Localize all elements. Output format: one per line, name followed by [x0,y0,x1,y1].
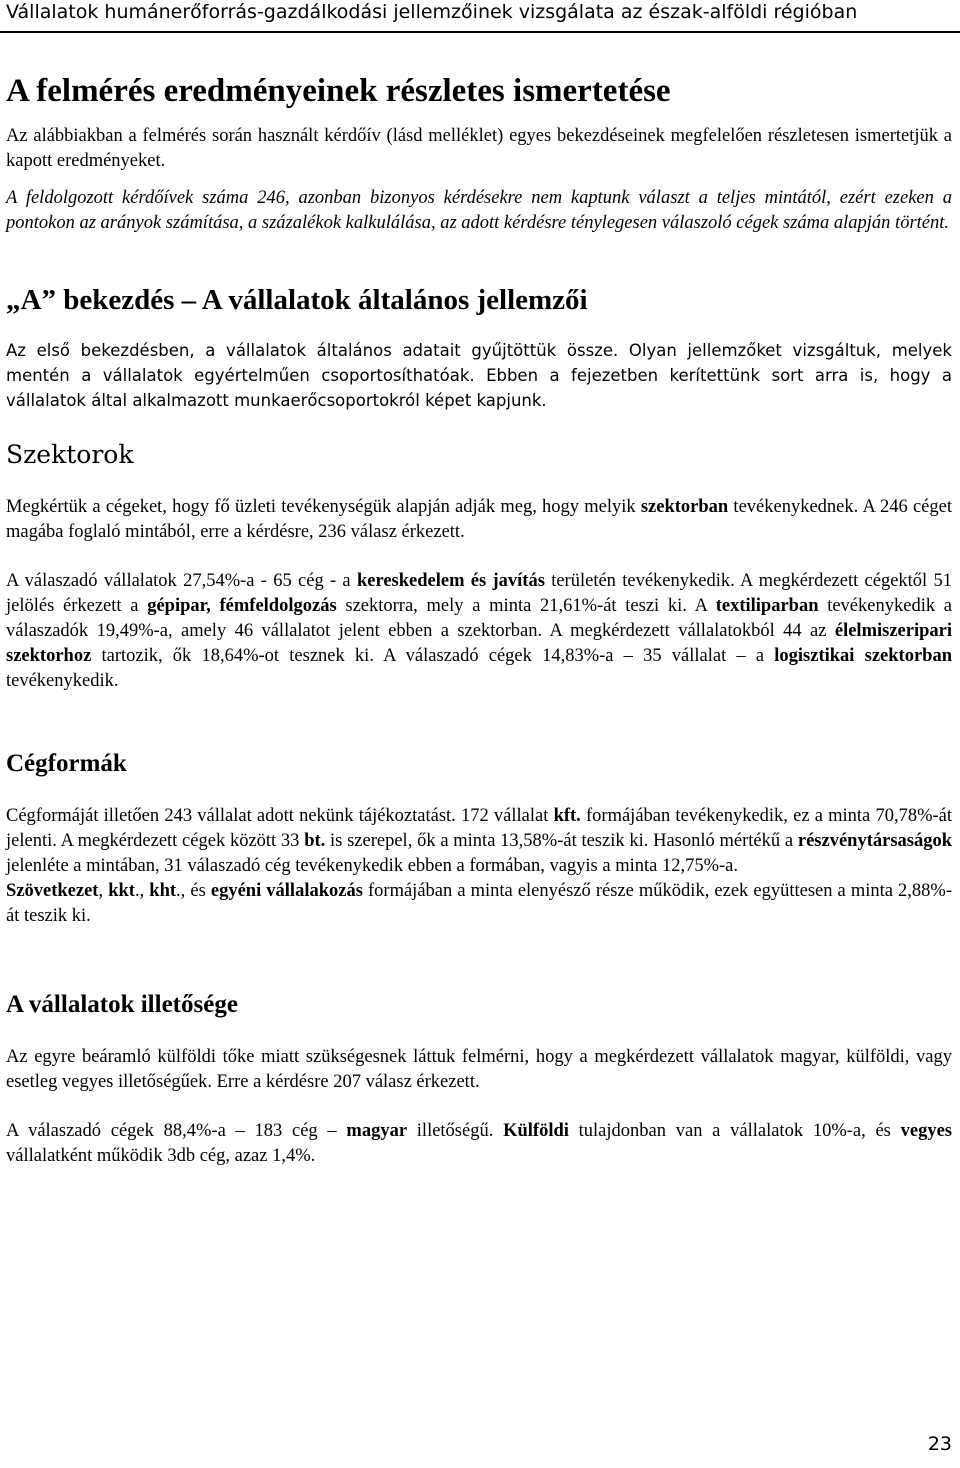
page-title: A felmérés eredményeinek részletes ismertetése [6,73,671,109]
text-run: tartozik, ők 18,64%-ot tesznek ki. A válaszadó cégek 14,83%-a – 35 vállalat – a [91,646,775,666]
text-run: illetőségű. [407,1121,504,1141]
text-run: Cégformáját illetően 243 vállalat adott nekünk tájékoztatást. 172 vállalat [6,806,554,826]
section-a-paragraph: Az első bekezdésben, a vállalatok általános adatait gyűjtöttük össze. Olyan jellemzőket vizsgáltuk, melyek mentén a vállalatok egyértelműen csoportosíthatóak. Ebben a fejezetben kerítettünk sort arra is, hogy a vállalatok által alkalmazott munkaerőcsoportokról képet kapjunk. [6,341,952,410]
page-number: 23 [927,1433,952,1455]
section-a-heading: „A” bekezdés – A vállalatok általános jellemzői [6,284,588,316]
text-run: vállalatként működik 3db cég, azaz 1,4%. [6,1146,316,1166]
header-rule [0,31,960,33]
text-run: tulajdonban van a vállalatok 10%-a, és [568,1121,901,1141]
text-run: formájában tevékenykedik, ez a minta 70,78%-át jelenti. A megkérdezett cégek között 33 [6,806,952,851]
text-run: tevékenykednek. A 246 céget magába foglaló mintából, erre a kérdésre, 236 válasz érkezett. [6,497,952,542]
cegformak-paragraph-1 [6,804,952,879]
text-run-bold: egyéni vállalakozás [210,881,363,901]
text-run-bold: bt. [304,831,326,851]
page-content [6,70,952,1169]
text-run: szektorra, mely a minta 21,61%-át teszi ki. A [336,596,716,616]
szektorok-paragraph-1 [6,495,952,545]
text-run: területén tevékenykedik. A megkérdezett cégektől 51 jelölés érkezett a [6,571,952,616]
text-run-bold: kkt [108,881,135,901]
text-run-bold: Szövetkezet [6,881,99,901]
text-run-bold: magyar [346,1121,408,1141]
text-run: tevékenykedik a válaszadók 19,49%-a, amely 46 vállalatot jelent ebben a szektorban. A megkérdezett vállalatokból 44 az [6,596,953,641]
text-run: tevékenykedik. [6,671,119,691]
text-run-bold: kht [149,881,177,901]
text-run: is szerepel, ők a minta 13,58%-át teszik ki. Hasonló mértékű a [325,831,798,851]
szektorok-paragraph-2 [6,569,952,694]
cegformak-heading: Cégformák [6,750,127,777]
text-run: formájában a minta elenyésző része működik, ezek együttesen a minta 2,88%-át teszik ki. [6,881,953,926]
text-run: A válaszadó vállalatok 27,54%-a - 65 cég - a [6,571,357,591]
text-run-bold: gépipar, fémfeldolgozás [147,596,337,616]
text-run: , [98,881,109,901]
text-run: A válaszadó cégek 88,4%-a – 183 cég – [6,1121,347,1141]
intro-paragraph: Az alábbiakban a felmérés során használt kérdőív (lásd melléklet) egyes bekezdéseinek megfelelően részletesen ismertetjük a kapott eredményeket. [6,126,952,171]
text-run: Megkértük a cégeket, hogy fő üzleti tevékenységük alapján adják meg, hogy melyik [6,497,641,517]
text-run-bold: kereskedelem [356,571,465,591]
text-run: ., és [176,881,211,901]
text-run-bold: logisztikai szektorban [774,646,952,666]
text-run-bold: javítás [492,571,545,591]
running-header: Vállalatok humánerőforrás-gazdálkodási jellemzőinek vizsgálata az észak-alföldi régióban [6,1,858,23]
illetoseg-heading: A vállalatok illetősége [6,991,238,1018]
text-run-bold: textiliparban [715,596,819,616]
text-run-bold: élelmiszeripari szektorhoz [6,621,952,666]
illetoseg-paragraph-2 [6,1119,952,1169]
szektorok-heading: Szektorok [6,440,134,469]
text-run-bold: és [464,571,493,591]
methodology-note: A feldolgozott kérdőívek száma 246, azonban bizonyos kérdésekre nem kaptunk választ a teljes mintától, ezért ezeken a pontokon az arányok számítása, a százalékok kalkulálása, az adott kérdésre ténylegesen válaszoló cégek száma alapján történt. [6,188,952,233]
text-run-bold: vegyes [900,1121,952,1141]
text-run-bold: részvénytársaságok [797,831,953,851]
text-run: ., [134,881,150,901]
text-run-bold: Külföldi [503,1121,569,1141]
cegformak-paragraph-2 [6,879,952,929]
text-run: jelenléte a mintában, 31 válaszadó cég tevékenykedik ebben a formában, vagyis a minta 12,75%-a. [6,856,739,876]
illetoseg-paragraph-1: Az egyre beáramló külföldi tőke miatt szükségesnek láttuk felmérni, hogy a megkérdezett vállalatok magyar, külföldi, vagy esetleg vegyes illetőségűek. Erre a kérdésre 207 válasz érkezett. [6,1047,952,1092]
text-run-bold: kft. [553,806,581,826]
text-run-bold: szektorban [640,497,729,517]
